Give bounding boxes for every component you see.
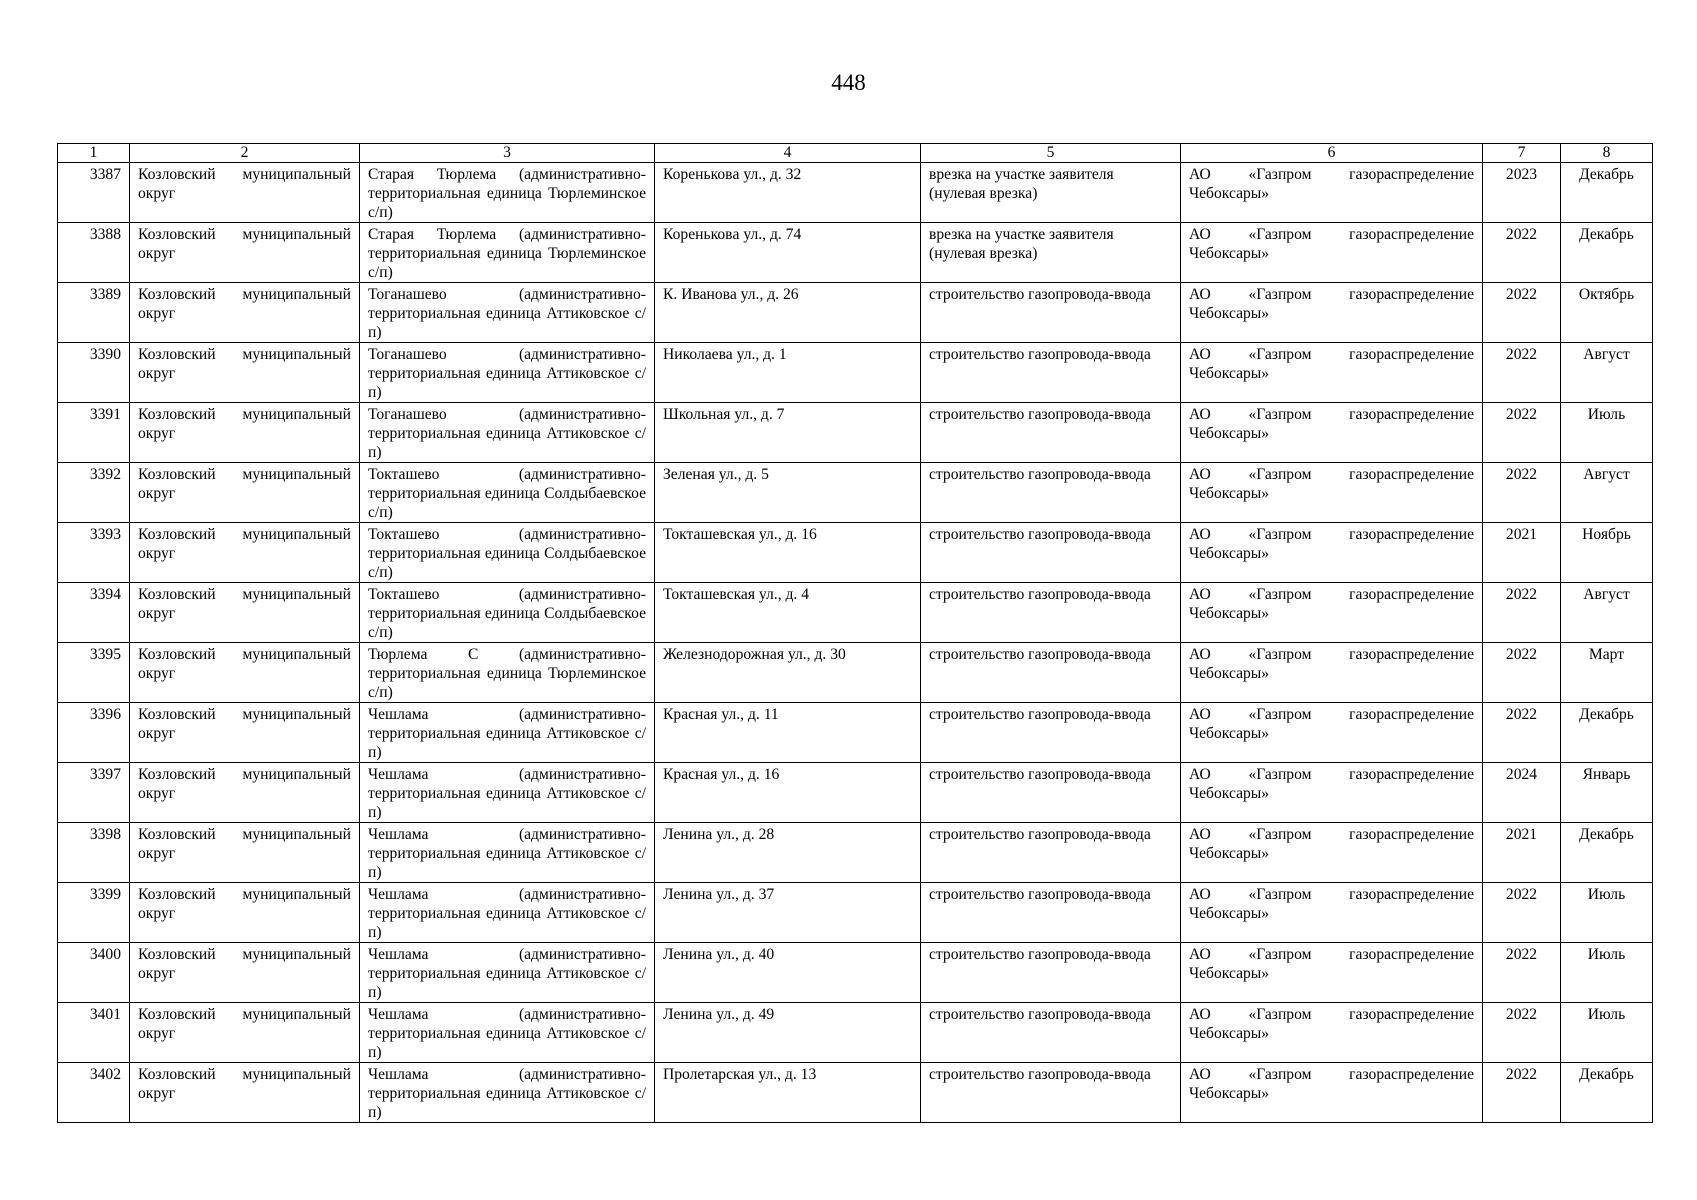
work-type-cell: строительство газопровода-ввода [921, 1063, 1181, 1123]
month-cell: Август [1561, 343, 1653, 403]
month-cell: Март [1561, 643, 1653, 703]
table-row [58, 583, 1653, 643]
year-cell: 2022 [1483, 283, 1561, 343]
organization-cell: АО «Газпром газораспределение Чебоксары» [1181, 1063, 1483, 1123]
table-row [58, 523, 1653, 583]
organization-cell: АО «Газпром газораспределение Чебоксары» [1181, 823, 1483, 883]
row-number-cell: 3402 [58, 1063, 130, 1123]
column-header: 4 [655, 144, 921, 163]
row-number-cell: 3401 [58, 1003, 130, 1063]
column-header: 2 [130, 144, 360, 163]
column-header: 1 [58, 144, 130, 163]
column-header: 6 [1181, 144, 1483, 163]
month-cell: Декабрь [1561, 163, 1653, 223]
address-cell: Красная ул., д. 11 [655, 703, 921, 763]
year-cell: 2022 [1483, 703, 1561, 763]
month-cell: Июль [1561, 883, 1653, 943]
district-cell: Козловский муниципальный округ [130, 163, 360, 223]
year-cell: 2021 [1483, 523, 1561, 583]
address-cell: К. Иванова ул., д. 26 [655, 283, 921, 343]
row-number-cell: 3393 [58, 523, 130, 583]
address-cell: Ленина ул., д. 40 [655, 943, 921, 1003]
work-type-cell: строительство газопровода-ввода [921, 883, 1181, 943]
table-row [58, 1063, 1653, 1123]
year-cell: 2022 [1483, 1063, 1561, 1123]
work-type-cell: строительство газопровода-ввода [921, 943, 1181, 1003]
table-row [58, 943, 1653, 1003]
settlement-cell: Чешлама (административно-территориальная единица Аттиковское с/п) [360, 1063, 655, 1123]
work-type-cell: врезка на участке заявителя (нулевая врезка) [921, 163, 1181, 223]
work-type-cell: врезка на участке заявителя (нулевая врезка) [921, 223, 1181, 283]
year-cell: 2022 [1483, 343, 1561, 403]
address-cell: Красная ул., д. 16 [655, 763, 921, 823]
row-number-cell: 3389 [58, 283, 130, 343]
organization-cell: АО «Газпром газораспределение Чебоксары» [1181, 163, 1483, 223]
row-number-cell: 3396 [58, 703, 130, 763]
month-cell: Январь [1561, 763, 1653, 823]
organization-cell: АО «Газпром газораспределение Чебоксары» [1181, 1003, 1483, 1063]
address-cell: Ленина ул., д. 49 [655, 1003, 921, 1063]
month-cell: Июль [1561, 1003, 1653, 1063]
organization-cell: АО «Газпром газораспределение Чебоксары» [1181, 223, 1483, 283]
row-number-cell: 3392 [58, 463, 130, 523]
row-number-cell: 3398 [58, 823, 130, 883]
gasification-table [57, 143, 1653, 1123]
district-cell: Козловский муниципальный округ [130, 283, 360, 343]
year-cell: 2022 [1483, 1003, 1561, 1063]
settlement-cell: Чешлама (административно-территориальная единица Аттиковское с/п) [360, 883, 655, 943]
organization-cell: АО «Газпром газораспределение Чебоксары» [1181, 463, 1483, 523]
organization-cell: АО «Газпром газораспределение Чебоксары» [1181, 763, 1483, 823]
row-number-cell: 3388 [58, 223, 130, 283]
month-cell: Июль [1561, 943, 1653, 1003]
settlement-cell: Тоганашево (административно-территориальная единица Аттиковское с/п) [360, 283, 655, 343]
month-cell: Декабрь [1561, 823, 1653, 883]
work-type-cell: строительство газопровода-ввода [921, 703, 1181, 763]
work-type-cell: строительство газопровода-ввода [921, 283, 1181, 343]
month-cell: Август [1561, 463, 1653, 523]
organization-cell: АО «Газпром газораспределение Чебоксары» [1181, 643, 1483, 703]
district-cell: Козловский муниципальный округ [130, 943, 360, 1003]
organization-cell: АО «Газпром газораспределение Чебоксары» [1181, 343, 1483, 403]
district-cell: Козловский муниципальный округ [130, 463, 360, 523]
settlement-cell: Тюрлема С (административно-территориальная единица Тюрлеминское с/п) [360, 643, 655, 703]
month-cell: Декабрь [1561, 703, 1653, 763]
month-cell: Декабрь [1561, 223, 1653, 283]
row-number-cell: 3394 [58, 583, 130, 643]
year-cell: 2022 [1483, 223, 1561, 283]
district-cell: Козловский муниципальный округ [130, 703, 360, 763]
district-cell: Козловский муниципальный округ [130, 1003, 360, 1063]
row-number-cell: 3390 [58, 343, 130, 403]
table-row [58, 823, 1653, 883]
year-cell: 2022 [1483, 403, 1561, 463]
table-row [58, 163, 1653, 223]
table-row [58, 763, 1653, 823]
year-cell: 2023 [1483, 163, 1561, 223]
settlement-cell: Тоганашево (административно-территориальная единица Аттиковское с/п) [360, 343, 655, 403]
year-cell: 2024 [1483, 763, 1561, 823]
year-cell: 2022 [1483, 943, 1561, 1003]
organization-cell: АО «Газпром газораспределение Чебоксары» [1181, 703, 1483, 763]
month-cell: Август [1561, 583, 1653, 643]
year-cell: 2022 [1483, 583, 1561, 643]
work-type-cell: строительство газопровода-ввода [921, 463, 1181, 523]
work-type-cell: строительство газопровода-ввода [921, 403, 1181, 463]
row-number-cell: 3391 [58, 403, 130, 463]
address-cell: Пролетарская ул., д. 13 [655, 1063, 921, 1123]
work-type-cell: строительство газопровода-ввода [921, 583, 1181, 643]
year-cell: 2022 [1483, 883, 1561, 943]
column-header: 3 [360, 144, 655, 163]
column-header: 5 [921, 144, 1181, 163]
district-cell: Козловский муниципальный округ [130, 823, 360, 883]
district-cell: Козловский муниципальный округ [130, 643, 360, 703]
year-cell: 2021 [1483, 823, 1561, 883]
year-cell: 2022 [1483, 463, 1561, 523]
row-number-cell: 3395 [58, 643, 130, 703]
month-cell: Ноябрь [1561, 523, 1653, 583]
address-cell: Кореньковa ул., д. 32 [655, 163, 921, 223]
settlement-cell: Старая Тюрлема (административно-территориальная единица Тюрлеминское с/п) [360, 163, 655, 223]
settlement-cell: Старая Тюрлема (административно-территориальная единица Тюрлеминское с/п) [360, 223, 655, 283]
organization-cell: АО «Газпром газораспределение Чебоксары» [1181, 523, 1483, 583]
organization-cell: АО «Газпром газораспределение Чебоксары» [1181, 943, 1483, 1003]
district-cell: Козловский муниципальный округ [130, 763, 360, 823]
column-header: 8 [1561, 144, 1653, 163]
table-row [58, 643, 1653, 703]
settlement-cell: Тоганашево (административно-территориальная единица Аттиковское с/п) [360, 403, 655, 463]
month-cell: Октябрь [1561, 283, 1653, 343]
settlement-cell: Чешлама (административно-территориальная единица Аттиковское с/п) [360, 763, 655, 823]
table-row [58, 463, 1653, 523]
organization-cell: АО «Газпром газораспределение Чебоксары» [1181, 283, 1483, 343]
settlement-cell: Токташево (административно-территориальная единица Солдыбаевское с/п) [360, 583, 655, 643]
table-row [58, 343, 1653, 403]
organization-cell: АО «Газпром газораспределение Чебоксары» [1181, 403, 1483, 463]
address-cell: Ленина ул., д. 37 [655, 883, 921, 943]
row-number-cell: 3387 [58, 163, 130, 223]
settlement-cell: Токташево (административно-территориальная единица Солдыбаевское с/п) [360, 523, 655, 583]
column-number-row [58, 144, 1653, 163]
district-cell: Козловский муниципальный округ [130, 523, 360, 583]
year-cell: 2022 [1483, 643, 1561, 703]
table-row [58, 403, 1653, 463]
organization-cell: АО «Газпром газораспределение Чебоксары» [1181, 883, 1483, 943]
work-type-cell: строительство газопровода-ввода [921, 343, 1181, 403]
address-cell: Ленина ул., д. 28 [655, 823, 921, 883]
address-cell: Николаева ул., д. 1 [655, 343, 921, 403]
settlement-cell: Чешлама (административно-территориальная единица Аттиковское с/п) [360, 943, 655, 1003]
address-cell: Кореньковa ул., д. 74 [655, 223, 921, 283]
table-body [58, 163, 1653, 1123]
district-cell: Козловский муниципальный округ [130, 1063, 360, 1123]
settlement-cell: Чешлама (административно-территориальная единица Аттиковское с/п) [360, 703, 655, 763]
address-cell: Железнодорожная ул., д. 30 [655, 643, 921, 703]
settlement-cell: Токташево (административно-территориальная единица Солдыбаевское с/п) [360, 463, 655, 523]
settlement-cell: Чешлама (административно-территориальная единица Аттиковское с/п) [360, 1003, 655, 1063]
work-type-cell: строительство газопровода-ввода [921, 523, 1181, 583]
district-cell: Козловский муниципальный округ [130, 583, 360, 643]
district-cell: Козловский муниципальный округ [130, 223, 360, 283]
row-number-cell: 3399 [58, 883, 130, 943]
work-type-cell: строительство газопровода-ввода [921, 643, 1181, 703]
district-cell: Козловский муниципальный округ [130, 343, 360, 403]
address-cell: Токташевская ул., д. 16 [655, 523, 921, 583]
work-type-cell: строительство газопровода-ввода [921, 823, 1181, 883]
table-row [58, 703, 1653, 763]
table-row [58, 883, 1653, 943]
address-cell: Зеленая ул., д. 5 [655, 463, 921, 523]
row-number-cell: 3397 [58, 763, 130, 823]
address-cell: Токташевская ул., д. 4 [655, 583, 921, 643]
work-type-cell: строительство газопровода-ввода [921, 763, 1181, 823]
district-cell: Козловский муниципальный округ [130, 883, 360, 943]
work-type-cell: строительство газопровода-ввода [921, 1003, 1181, 1063]
month-cell: Декабрь [1561, 1063, 1653, 1123]
month-cell: Июль [1561, 403, 1653, 463]
table-row [58, 1003, 1653, 1063]
table-row [58, 223, 1653, 283]
table-row [58, 283, 1653, 343]
column-header: 7 [1483, 144, 1561, 163]
organization-cell: АО «Газпром газораспределение Чебоксары» [1181, 583, 1483, 643]
page-number: 448 [831, 70, 866, 95]
settlement-cell: Чешлама (административно-территориальная единица Аттиковское с/п) [360, 823, 655, 883]
address-cell: Школьная ул., д. 7 [655, 403, 921, 463]
district-cell: Козловский муниципальный округ [130, 403, 360, 463]
row-number-cell: 3400 [58, 943, 130, 1003]
